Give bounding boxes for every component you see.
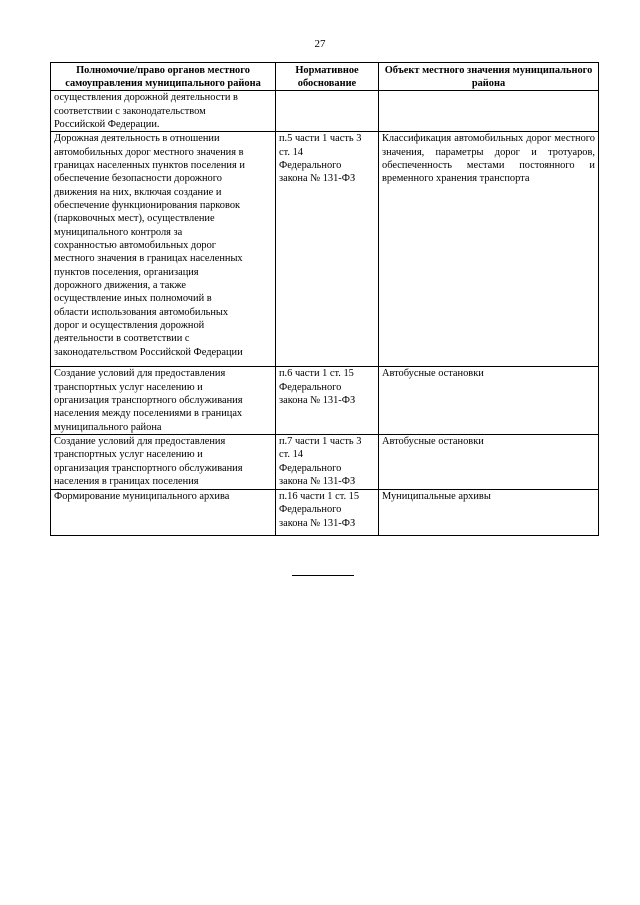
table-header-row bbox=[51, 63, 599, 91]
basis-cell bbox=[276, 91, 379, 132]
header-basis: Нормативное обоснование bbox=[276, 63, 379, 91]
power-cell: Создание условий для предоставления транспортных услуг населению и организация транспортного обслуживания населения между поселениями в границах муниципального района bbox=[51, 367, 276, 435]
table-row bbox=[51, 434, 599, 489]
header-object: Объект местного значения муниципального района bbox=[379, 63, 599, 91]
object-cell: Муниципальные архивы bbox=[379, 489, 599, 535]
basis-cell: п.5 части 1 часть 3 ст. 14 Федерального закона № 131-ФЗ bbox=[276, 132, 379, 367]
object-cell: Автобусные остановки bbox=[379, 367, 599, 435]
power-cell: Создание условий для предоставления транспортных услуг населению и организация транспортного обслуживания населения в границах поселения bbox=[51, 434, 276, 489]
table-row bbox=[51, 367, 599, 435]
basis-cell: п.6 части 1 ст. 15 Федерального закона № 131-ФЗ bbox=[276, 367, 379, 435]
table-row bbox=[51, 91, 599, 132]
header-power: Полномочие/право органов местного самоуправления муниципального района bbox=[51, 63, 276, 91]
power-cell: осуществления дорожной деятельности в соответствии с законодательством Российской Федерации. bbox=[51, 91, 276, 132]
basis-cell: п.7 части 1 часть 3 ст. 14 Федерального закона № 131-ФЗ bbox=[276, 434, 379, 489]
table-row bbox=[51, 489, 599, 535]
table-row bbox=[51, 132, 599, 367]
object-cell bbox=[379, 91, 599, 132]
page-number: 27 bbox=[314, 38, 326, 50]
power-cell: Дорожная деятельность в отношении автомобильных дорог местного значения в границах населенных пунктов поселения и обеспечение безопасности дорожного движения на них, включая создание и обеспечение функционирования парковок (парковочных мест), осуществление муниципального контроля за сохранностью автомобильных дорог местного значения в границах населенных пунктов поселения, организация дорожного движения, а также осуществление иных полномочий в области использования автомобильных дорог и осуществления дорожной деятельности в соответствии с законодательством Российской Федерации bbox=[51, 132, 276, 367]
authorities-table bbox=[50, 62, 599, 536]
power-cell: Формирование муниципального архива bbox=[51, 489, 276, 535]
basis-cell: п.16 части 1 ст. 15 Федерального закона № 131-ФЗ bbox=[276, 489, 379, 535]
object-cell: Классификация автомобильных дорог местного значения, параметры дорог и тротуаров, обеспеченность местами постоянного и временного хранения транспорта bbox=[379, 132, 599, 367]
object-cell: Автобусные остановки bbox=[379, 434, 599, 489]
end-divider bbox=[292, 575, 354, 576]
